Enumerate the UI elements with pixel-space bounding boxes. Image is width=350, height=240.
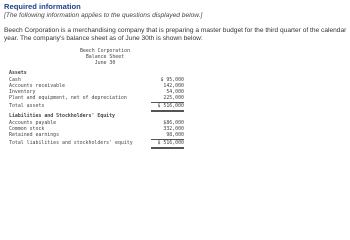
liabilities-heading: Liabilities and Stockholders' Equity xyxy=(9,113,115,119)
statement-title: Balance Sheet xyxy=(85,54,125,60)
asset-label-accounts-receivable: Accounts receivable xyxy=(9,83,65,89)
instruction-note: [The following information applies to the questions displayed below.] xyxy=(4,12,203,19)
asset-label-cash: Cash xyxy=(9,77,21,83)
equity-value-common-stock: 332,000 xyxy=(163,126,184,132)
required-information-title: Required information xyxy=(4,2,81,11)
liability-label-accounts-payable: Accounts payable xyxy=(9,120,57,126)
statement-date: June 30 xyxy=(94,60,116,66)
liability-value-accounts-payable: $86,000 xyxy=(163,120,184,126)
total-liabilities-equity-value: $ 516,000 xyxy=(157,140,184,146)
asset-value-accounts-receivable: 142,000 xyxy=(163,83,184,89)
asset-label-inventory: Inventory xyxy=(9,89,36,95)
total-assets-label: Total assets xyxy=(9,103,45,109)
equity-label-retained-earnings: Retained earnings xyxy=(9,132,60,138)
asset-value-plant-equipment: 225,000 xyxy=(163,95,184,101)
assets-heading: Assets xyxy=(9,70,27,76)
equity-value-retained-earnings: 98,000 xyxy=(166,132,184,138)
asset-value-inventory: 54,000 xyxy=(166,89,184,95)
asset-label-plant-equipment: Plant and equipment, net of depreciation xyxy=(9,95,127,101)
total-assets-double-rule-2 xyxy=(151,111,184,112)
problem-intro-text: Beech Corporation is a merchandising company that is preparing a master budget for the third quarter of the calendar year. The company's balance sheet as of June 30th is shown below: xyxy=(4,27,347,42)
total-liab-double-rule-2 xyxy=(151,148,184,149)
equity-label-common-stock: Common stock xyxy=(9,126,45,132)
asset-value-cash: $ 95,000 xyxy=(160,77,184,83)
total-assets-value: $ 516,000 xyxy=(157,103,184,109)
company-name: Beech Corporation xyxy=(79,48,131,54)
total-liabilities-equity-label: Total liabilities and stockholders' equity xyxy=(9,140,133,146)
